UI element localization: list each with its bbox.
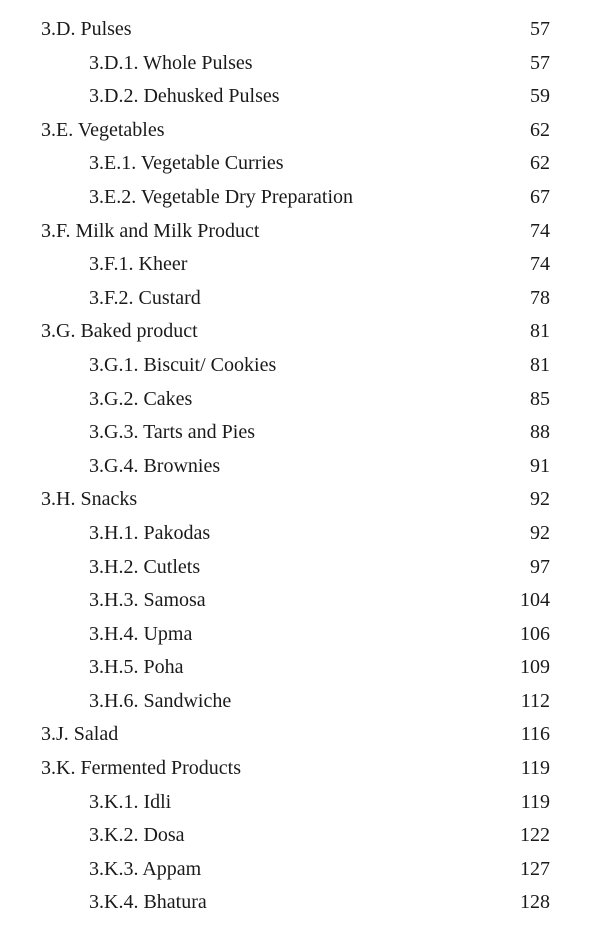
toc-entry-title: 3.G. Baked product [41, 320, 198, 343]
toc-entry-page: 92 [530, 521, 550, 544]
toc-entry-title: 3.F. Milk and Milk Product [41, 219, 260, 242]
toc-entry [0, 517, 600, 551]
toc-entry [0, 618, 600, 652]
toc-entry [0, 248, 600, 282]
toc-entry [0, 551, 600, 585]
toc-entry-title: 3.G.4. Brownies [89, 454, 221, 477]
toc-entry-title: 3.J. Salad [41, 723, 119, 746]
toc-entry-page: 57 [530, 18, 550, 40]
toc-entry [0, 282, 600, 316]
toc-entry-title: 3.D.2. Dehusked Pulses [89, 85, 280, 108]
toc-entry [0, 47, 600, 81]
toc-entry-page: 62 [530, 118, 550, 141]
toc-entry-page: 128 [520, 891, 550, 914]
toc-entry [0, 383, 600, 417]
toc-entry-page: 104 [520, 589, 550, 612]
toc-entry [0, 752, 600, 786]
toc-entry-page: 74 [530, 253, 550, 276]
toc-entry-title: 3.K.3. Appam [89, 857, 202, 880]
toc-entry-title: 3.K.2. Dosa [89, 824, 185, 847]
toc-entry [0, 786, 600, 820]
toc-entry-title: 3.K. Fermented Products [41, 757, 241, 780]
toc-entry [0, 147, 600, 181]
toc-entry-title: 3.G.1. Biscuit/ Cookies [89, 353, 277, 376]
toc-entry-title: 3.D. Pulses [41, 18, 132, 40]
toc-entry-page: 78 [530, 286, 550, 309]
toc-entry-page: 85 [530, 387, 550, 410]
toc-entry [0, 13, 600, 47]
toc-entry [0, 315, 600, 349]
toc-entry-page: 74 [530, 219, 550, 242]
toc-entry-title: 3.H.2. Cutlets [89, 555, 201, 578]
toc-entry [0, 853, 600, 887]
toc-entry [0, 416, 600, 450]
toc-entry-title: 3.H.4. Upma [89, 622, 193, 645]
toc-entry-page: 62 [530, 152, 550, 175]
toc-entry-page: 81 [530, 320, 550, 343]
toc-entry-page: 112 [520, 689, 550, 712]
toc-entry-title: 3.E. Vegetables [41, 118, 165, 141]
toc-entry-page: 67 [530, 185, 550, 208]
toc-entry [0, 651, 600, 685]
toc-entry-page: 127 [520, 857, 550, 880]
toc-entry-title: 3.K.4. Bhatura [89, 891, 207, 914]
toc-entry [0, 181, 600, 215]
toc-entry-page: 106 [520, 622, 550, 645]
toc-entry-page: 109 [520, 656, 550, 679]
toc-entry [0, 886, 600, 920]
toc-entry-title: 3.G.2. Cakes [89, 387, 193, 410]
toc-entry-title: 3.H.1. Pakodas [89, 521, 211, 544]
table-of-contents [0, 13, 600, 920]
toc-entry-page: 122 [520, 824, 550, 847]
toc-entry [0, 819, 600, 853]
toc-entry [0, 685, 600, 719]
toc-entry-page: 92 [530, 488, 550, 511]
toc-entry-page: 119 [520, 757, 550, 780]
toc-entry-page: 57 [530, 51, 550, 74]
toc-entry [0, 215, 600, 249]
toc-entry-page: 91 [530, 454, 550, 477]
toc-entry-title: 3.F.1. Kheer [89, 253, 188, 276]
toc-entry-title: 3.E.1. Vegetable Curries [89, 152, 284, 175]
toc-entry [0, 718, 600, 752]
toc-entry [0, 114, 600, 148]
toc-entry-page: 116 [520, 723, 550, 746]
toc-entry [0, 80, 600, 114]
toc-entry [0, 584, 600, 618]
toc-entry-page: 97 [530, 555, 550, 578]
toc-entry-page: 88 [530, 421, 550, 444]
toc-entry-title: 3.H. Snacks [41, 488, 138, 511]
toc-entry [0, 450, 600, 484]
toc-entry [0, 483, 600, 517]
toc-entry-title: 3.F.2. Custard [89, 286, 201, 309]
toc-entry-title: 3.H.3. Samosa [89, 589, 206, 612]
toc-entry-title: 3.E.2. Vegetable Dry Preparation [89, 185, 353, 208]
toc-entry-page: 59 [530, 85, 550, 108]
toc-entry-page: 119 [520, 790, 550, 813]
toc-entry-title: 3.D.1. Whole Pulses [89, 51, 253, 74]
toc-entry-title: 3.H.5. Poha [89, 656, 184, 679]
toc-entry-title: 3.G.3. Tarts and Pies [89, 421, 255, 444]
toc-entry-title: 3.H.6. Sandwiche [89, 689, 232, 712]
toc-entry [0, 349, 600, 383]
toc-entry-title: 3.K.1. Idli [89, 790, 172, 813]
toc-entry-page: 81 [530, 353, 550, 376]
